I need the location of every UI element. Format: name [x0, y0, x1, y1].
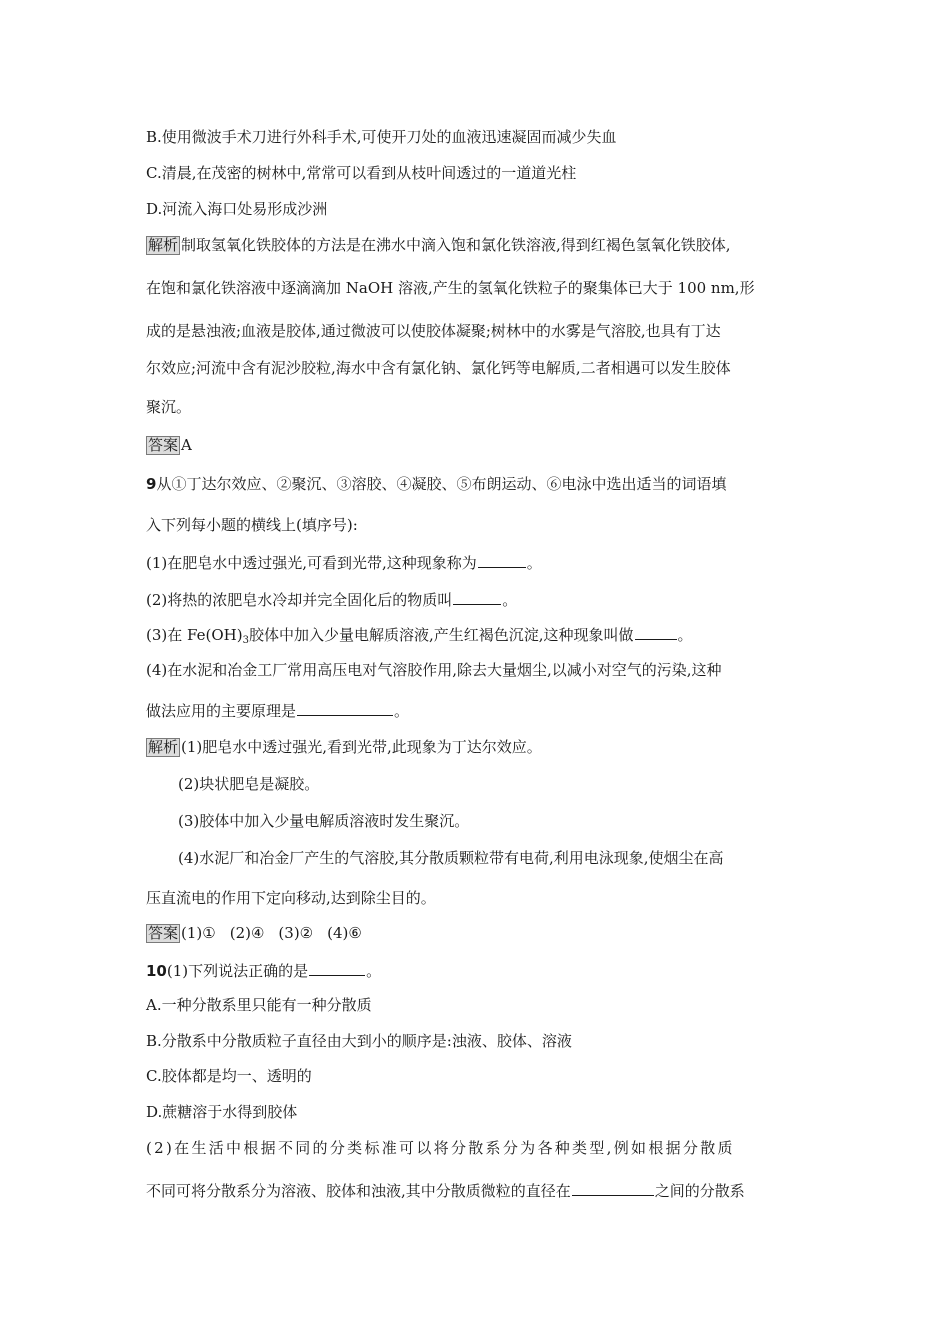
q9-analysis-4-line-1: (4)水泥厂和冶金厂产生的气溶胶,其分散质颗粒带有电荷,利用电泳现象,使烟尘在高	[178, 849, 724, 867]
q9-analysis-2: (2)块状肥皂是凝胶。	[178, 775, 320, 793]
q10-part-2-text: 不同可将分散系分为溶液、胶体和浊液,其中分散质微粒的直径在	[146, 1182, 571, 1200]
answer-text: A	[181, 436, 192, 454]
q9-answer-2: (2)④	[229, 924, 265, 942]
q9-part-3-end: 。	[677, 626, 693, 644]
analysis-text: 制取氢氧化铁胶体的方法是在沸水中滴入饱和氯化铁溶液,得到红褐色氢氧化铁胶体,	[181, 236, 731, 254]
q10-option-d: D.蔗糖溶于水得到胶体	[146, 1103, 298, 1121]
q9-stem-line-2: 入下列每小题的横线上(填序号):	[146, 516, 358, 534]
q9-analysis-1: (1)肥皂水中透过强光,看到光带,此现象为丁达尔效应。	[181, 738, 542, 756]
q9-stem-text: 从①丁达尔效应、②聚沉、③溶胶、④凝胶、⑤布朗运动、⑥电泳中选出适当的词语填	[156, 475, 727, 493]
q10-part-1	[146, 960, 381, 981]
q9-part-2-text: (2)将热的浓肥皂水冷却并完全固化后的物质叫	[146, 591, 453, 609]
q9-part-4-text: 做法应用的主要原理是	[146, 702, 297, 720]
q9-stem-line-1	[146, 474, 726, 494]
q10-option-a: A.一种分散系里只能有一种分散质	[146, 996, 372, 1014]
answer-blank	[309, 960, 365, 976]
q9-part-2-end: 。	[502, 591, 518, 609]
analysis-line-4: 尔效应;河流中含有泥沙胶粒,海水中含有氯化钠、氯化钙等电解质,二者相遇可以发生胶体	[146, 359, 731, 377]
q9-part-1-text: (1)在肥皂水中透过强光,可看到光带,这种现象称为	[146, 554, 477, 572]
q10-option-b: B.分散系中分散质粒子直径由大到小的顺序是:浊液、胶体、溶液	[146, 1032, 572, 1050]
answer-blank	[572, 1180, 654, 1196]
answer-tag: 答案	[148, 924, 179, 942]
q9-part-4-line-1: (4)在水泥和冶金工厂常用高压电对气溶胶作用,除去大量烟尘,以减小对空气的污染,这种	[146, 661, 722, 679]
q9-part-3	[146, 624, 693, 651]
q9-part-4-end: 。	[394, 702, 410, 720]
q10-part-2-line-1: (2)在生活中根据不同的分类标准可以将分散系分为各种类型,例如根据分散质	[146, 1139, 735, 1157]
q10-part-2-end: 之间的分散系	[654, 1182, 745, 1200]
q9-part-1-end: 。	[526, 554, 542, 572]
q9-part-3-text-a: (3)在 Fe(OH)	[146, 626, 243, 644]
answer-blank	[297, 700, 393, 716]
answer-tag: 答案	[148, 436, 179, 454]
option-d: D.河流入海口处易形成沙洲	[146, 200, 328, 218]
q10-option-c: C.胶体都是均一、透明的	[146, 1067, 312, 1085]
question-number: 10	[146, 962, 167, 980]
q9-answer-4: (4)⑥	[327, 924, 362, 942]
q10-part-1-end: 。	[366, 962, 382, 980]
q9-analysis-3: (3)胶体中加入少量电解质溶液时发生聚沉。	[178, 812, 470, 830]
option-c: C.清晨,在茂密的树林中,常常可以看到从枝叶间透过的一道道光柱	[146, 164, 577, 182]
q10-part-1-text: (1)下列说法正确的是	[166, 962, 309, 980]
analysis-tag: 解析	[148, 236, 179, 254]
q9-answer-3: (3)②	[278, 924, 314, 942]
option-b: B.使用微波手术刀进行外科手术,可使开刀处的血液迅速凝固而减少失血	[146, 128, 617, 146]
answer-blank	[478, 552, 526, 568]
subscript: 3	[242, 635, 249, 646]
q9-part-4-line-2	[146, 700, 409, 721]
q9-analysis-line-1	[146, 737, 542, 757]
analysis-line-3: 成的是悬浊液;血液是胶体,通过微波可以使胶体凝聚;树林中的水雾是气溶胶,也具有丁达	[146, 322, 721, 340]
q9-answer-line	[146, 923, 362, 943]
q9-part-3-text-b: 胶体中加入少量电解质溶液,产生红褐色沉淀,这种现象叫做	[248, 626, 634, 644]
analysis-line-5: 聚沉。	[146, 398, 192, 416]
q9-answer-1: (1)①	[181, 924, 216, 942]
q9-analysis-4-line-2: 压直流电的作用下定向移动,达到除尘目的。	[146, 889, 436, 907]
q9-part-1	[146, 552, 542, 573]
question-number: 9	[146, 475, 157, 493]
analysis-line-2: 在饱和氯化铁溶液中逐滴滴加 NaOH 溶液,产生的氢氧化铁粒子的聚集体已大于 100 nm,形	[146, 279, 755, 297]
analysis-line-1	[146, 235, 731, 255]
q9-part-2	[146, 589, 517, 610]
answer-blank	[453, 589, 501, 605]
answer-blank	[635, 624, 677, 640]
analysis-tag: 解析	[148, 738, 179, 756]
q10-part-2-line-2	[146, 1180, 745, 1201]
answer-line	[146, 435, 192, 455]
